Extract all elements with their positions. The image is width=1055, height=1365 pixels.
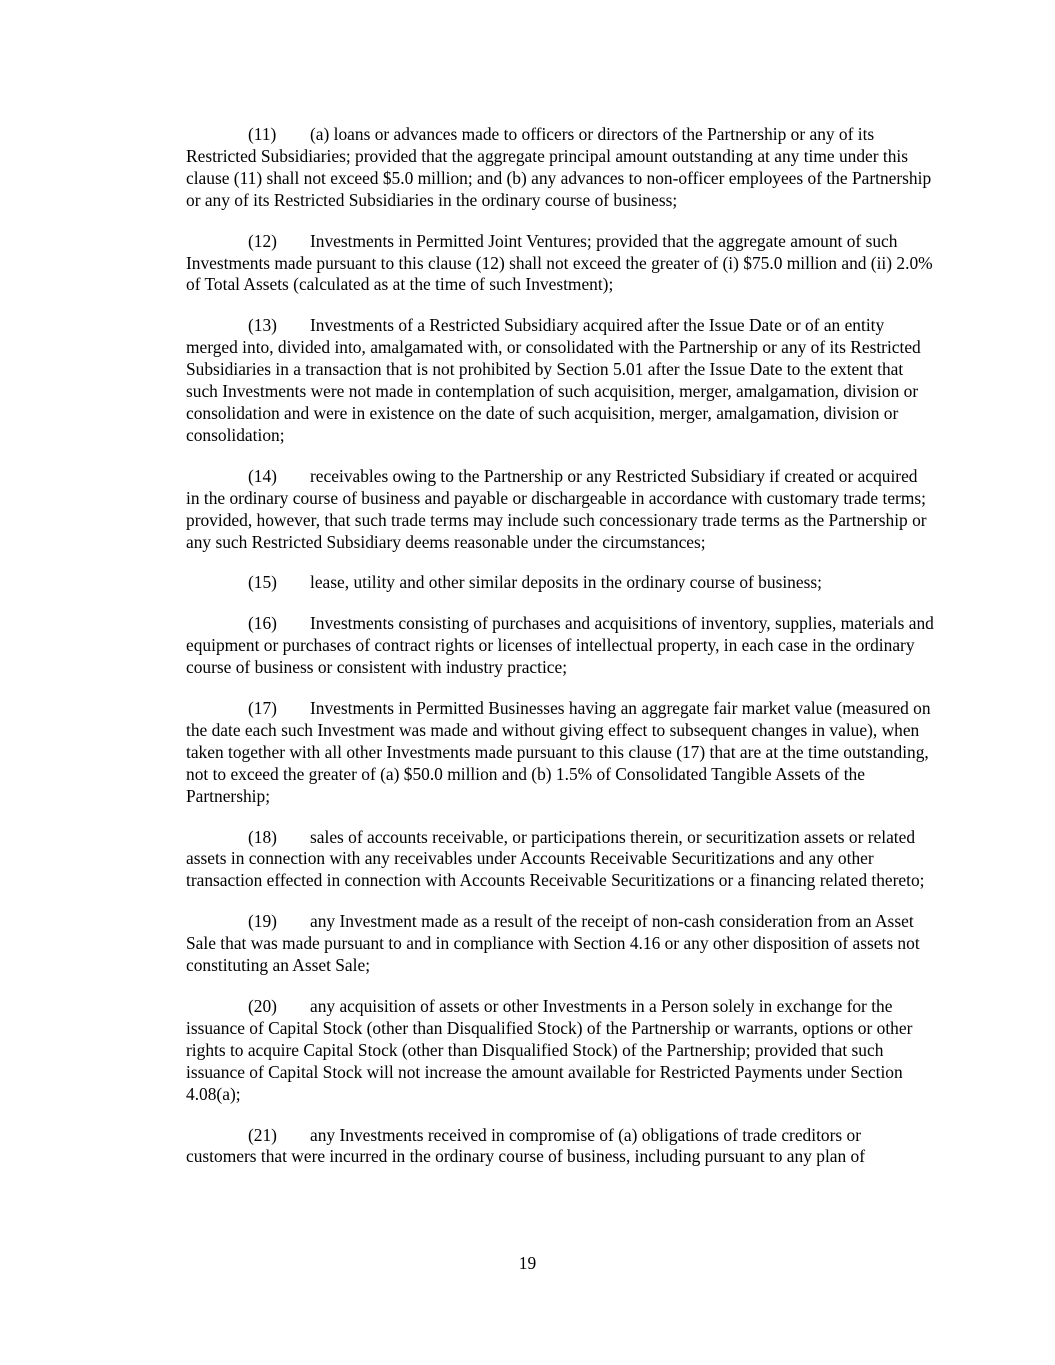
clause-number: (20) (248, 996, 277, 1016)
clause-number: (19) (248, 911, 277, 932)
clause-number: (18) (248, 826, 277, 847)
clause-20 (186, 996, 934, 1106)
page-number: 19 (518, 1253, 537, 1273)
clause-number: (17) (248, 698, 277, 719)
clause-text: any Investments received in compromise of (a) obligations of trade creditors or customers that were incurred in the ordinary course of business, including pursuant to any plan of (186, 1124, 866, 1167)
document-body (186, 124, 934, 1187)
clause-number: (13) (248, 315, 277, 336)
clause-13 (186, 315, 934, 446)
clause-number: (21) (248, 1124, 277, 1145)
clause-15 (186, 572, 934, 594)
clause-number: (14) (248, 465, 277, 486)
clause-14 (186, 466, 934, 554)
clause-16 (186, 613, 934, 679)
clause-text: sales of accounts receivable, or participations therein, or securitization assets or related assets in connection with any receivables under Accounts Receivable Securitizations and any other transaction effected in connection with Accounts Receivable Securitizations or a financing related thereto; (186, 826, 925, 891)
clause-number: (11) (248, 124, 277, 144)
clause-text: any Investment made as a result of the receipt of non-cash consideration from an Asset Sale that was made pursuant to and in compliance with Section 4.16 or any other disposition of assets not constituting an Asset Sale; (186, 911, 920, 976)
clause-text: Investments in Permitted Joint Ventures; provided that the aggregate amount of such Investments made pursuant to this clause (12) shall not exceed the greater of (i) $75.0 million and (ii) 2.0% of Total Assets (calculated as at the time of such Investment); (186, 230, 933, 295)
clause-text: lease, utility and other similar deposits in the ordinary course of business; (310, 572, 822, 593)
clause-number: (12) (248, 230, 277, 251)
clause-21 (186, 1125, 934, 1169)
clause-text: Investments in Permitted Businesses having an aggregate fair market value (measured on the date each such Investment was made and without giving effect to subsequent changes in value), when taken together with all other Investments made pursuant to this clause (17) that are at the time outstanding, not to exceed the greater of (a) $50.0 million and (b) 1.5% of Consolidated Tangible Assets of the Partnership; (186, 698, 931, 806)
clause-number: (15) (248, 572, 277, 593)
clause-17 (186, 698, 934, 808)
clause-11 (186, 124, 934, 212)
clause-text: any acquisition of assets or other Investments in a Person solely in exchange for the issuance of Capital Stock (other than Disqualified Stock) of the Partnership or warrants, options or other rights to acquire Capital Stock (other than Disqualified Stock) of the Partnership; provided that such issuance of Capital Stock will not increase the amount available for Restricted Payments under Section 4.08(a); (186, 996, 913, 1104)
clause-text: Investments consisting of purchases and acquisitions of inventory, supplies, materials and equipment or purchases of contract rights or licenses of intellectual property, in each case in the ordinary course of business or consistent with industry practice; (186, 613, 934, 678)
clause-19 (186, 911, 934, 977)
clause-text: (a) loans or advances made to officers or directors of the Partnership or any of its Restricted Subsidiaries; provided that the aggregate principal amount outstanding at any time under this clause (11) shall not exceed $5.0 million; and (b) any advances to non-officer employees of the Partnership or any of its Restricted Subsidiaries in the ordinary course of business; (186, 124, 932, 210)
clause-text: Investments of a Restricted Subsidiary acquired after the Issue Date or of an entity merged into, divided into, amalgamated with, or consolidated with the Partnership or any of its Restricted Subsidiaries in a transaction that is not prohibited by Section 5.01 after the Issue Date to the extent that such Investments were not made in contemplation of such acquisition, merger, amalgamation, division or consolidation and were in existence on the date of such acquisition, merger, amalgamation, division or consolidation; (186, 315, 921, 445)
clause-18 (186, 827, 934, 893)
clause-number: (16) (248, 613, 277, 634)
clause-text: receivables owing to the Partnership or any Restricted Subsidiary if created or acquired in the ordinary course of business and payable or dischargeable in accordance with customary trade terms; provided, however, that such trade terms may include such concessionary trade terms as the Partnership or any such Restricted Subsidiary deems reasonable under the circumstances; (186, 465, 927, 552)
clause-12 (186, 231, 934, 297)
